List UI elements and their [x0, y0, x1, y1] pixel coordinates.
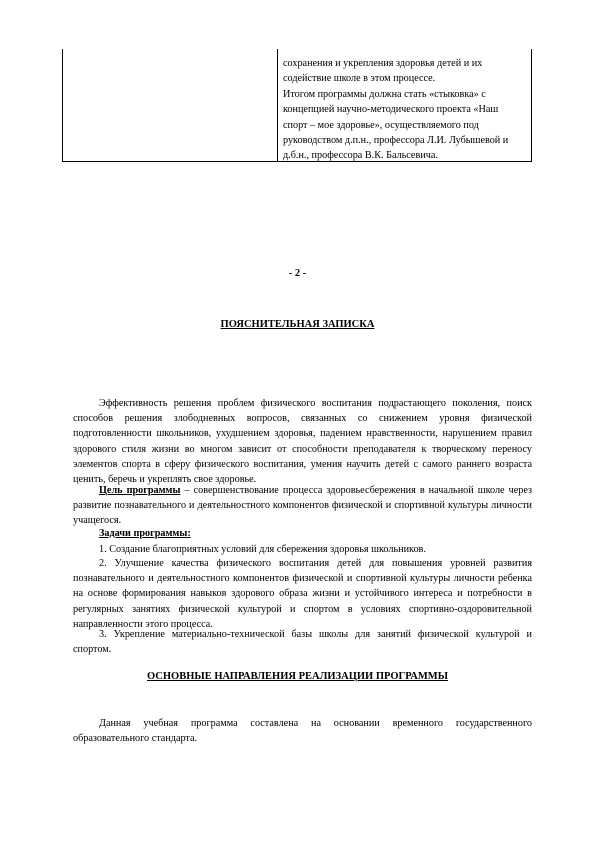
table-line: Итогом программы должна стать «стыковка» с — [283, 88, 486, 100]
tasks-label — [99, 526, 532, 541]
table-line: сохранения и укрепления здоровья детей и их — [283, 58, 483, 69]
paragraph-goal — [73, 483, 532, 529]
heading-main-directions: ОСНОВНЫЕ НАПРАВЛЕНИЯ РЕАЛИЗАЦИИ ПРОГРАММЫ — [147, 671, 448, 682]
page-number: - 2 - — [288, 268, 307, 279]
task-item-3: 3. Укрепление материально-технической базы школы для занятий физической культурой и спортом. — [73, 629, 532, 656]
table-line: руководством д.п.н., профессора Л.И. Лубышевой и — [283, 135, 509, 147]
task-item-1: 1. Создание благоприятных условий для сбережения здоровья школьников. — [99, 544, 426, 555]
goal-text: – совершенствование процесса здоровьесбережения в начальной школе через развитие познавательного и деятельностного компонентов физической и спортивной культуры личности учащегося. — [73, 485, 532, 527]
table-line: д.б.н., профессора В.К. Бальсевича. — [283, 150, 438, 162]
goal-label: Цель программы — [99, 485, 181, 496]
task-item-2: 2. Улучшение качества физического воспитания детей для повышения уровней развития познавательного и деятельностного компонентов физической и спортивной культуры личности ребенка на основе формирования навыков здорового образа жизни и устойчивого интереса и потребности в регулярных занятиях физической культурой и спортом в условиях спортивно-оздоровительной направленности этого процесса. — [73, 558, 532, 630]
heading-explanatory-note: ПОЯСНИТЕЛЬНАЯ ЗАПИСКА — [220, 319, 375, 330]
paragraph-standard: Данная учебная программа составлена на основании временного государственного образовательного стандарта. — [73, 718, 532, 745]
paragraph-intro: Эффективность решения проблем физического воспитания подрастающего поколения, поиск способов решения злободневных вопросов, связанных со снижением уровня физической подготовленности школьников, ухудшением здоровья, падением нравственности, нарушением правил здорового стиля жизни во многом зависит от способности преподавателя к творческому переносу элементов спорта в сферу физического воспитания, умения научить детей с самого раннего возраста ценить, беречь и укреплять свое здоровье. — [73, 398, 532, 486]
tasks-label-text: Задачи программы: — [99, 528, 191, 539]
table-right-cell — [283, 56, 533, 164]
table-line: спорт – мое здоровье», осуществляемого под — [283, 119, 479, 131]
table-line: содействие школе в этом процессе. — [283, 73, 436, 85]
table-column-divider — [277, 49, 278, 161]
table-line: концепцией научно-методического проекта «Наш — [283, 104, 499, 116]
table-fragment — [62, 49, 532, 162]
